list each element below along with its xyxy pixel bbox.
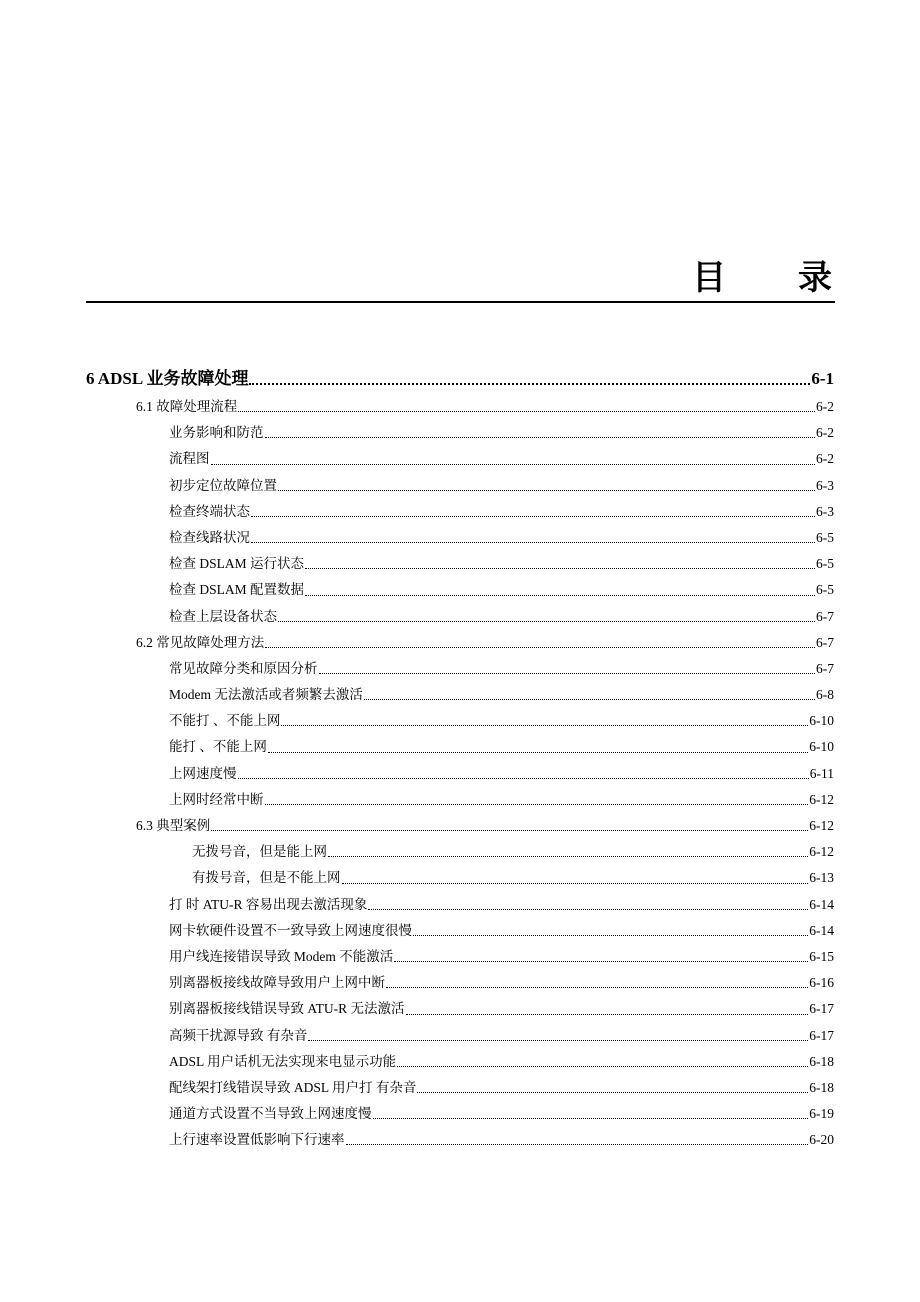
toc-leader-dots [308, 1040, 808, 1041]
toc-page-number: 6-2 [816, 399, 834, 414]
toc-entry[interactable] [86, 364, 834, 394]
toc-leader-dots [394, 961, 808, 962]
toc-page-number: 6-14 [809, 922, 834, 938]
toc-leader-dots [211, 464, 816, 465]
toc-page-number: 6-18 [809, 1053, 834, 1069]
toc-entry[interactable] [86, 630, 834, 656]
toc-page-number: 6-17 [809, 1027, 834, 1043]
toc-entry-title: 无拨号音，但是能上网 [192, 844, 327, 860]
toc-page-number: 6-19 [809, 1106, 834, 1122]
toc-entry[interactable] [86, 656, 834, 682]
toc-entry[interactable] [86, 761, 834, 787]
toc-page-number: 6-20 [809, 1132, 834, 1148]
toc-page-number: 6-12 [809, 844, 834, 860]
toc-entry[interactable] [86, 420, 834, 446]
toc-entry[interactable] [86, 682, 834, 708]
toc-page-number: 6-14 [809, 896, 834, 912]
toc-page-number: 6-1 [811, 369, 834, 388]
toc-leader-dots [251, 542, 815, 543]
toc-entry[interactable] [86, 839, 834, 865]
toc-entry[interactable] [86, 1049, 834, 1075]
toc-page-number: 6-16 [809, 975, 834, 991]
toc-entry-title: 流程图 [169, 451, 210, 467]
toc-page-number: 6-12 [809, 791, 834, 807]
toc-page-number: 6-17 [809, 1001, 834, 1017]
toc-entry[interactable] [86, 970, 834, 996]
toc-entry-title: 打 时 ATU-R 容易出现去激活现象 [169, 896, 368, 912]
toc-entry-title: 别离器板接线错误导致 ATU-R 无法激活 [169, 1001, 405, 1017]
toc-page-number: 6-5 [816, 582, 834, 598]
toc-entry-title: 上行速率设置低影响下行速率 [169, 1132, 345, 1148]
toc-entry[interactable] [86, 892, 834, 918]
toc-entry[interactable] [86, 604, 834, 630]
toc-entry[interactable] [86, 1101, 834, 1127]
toc-entry[interactable] [86, 787, 834, 813]
toc-leader-dots [305, 568, 815, 569]
toc-entry[interactable] [86, 446, 834, 472]
toc-entry[interactable] [86, 394, 834, 420]
toc-page-number: 6-2 [816, 425, 834, 441]
toc-entry-title: 检查 DSLAM 配置数据 [169, 582, 305, 598]
toc-page-number: 6-7 [816, 608, 834, 624]
toc-leader-dots [386, 987, 808, 988]
toc-leader-dots [413, 935, 808, 936]
toc-leader-dots [281, 725, 808, 726]
toc-leader-dots [268, 752, 808, 753]
toc-page-number: 6-10 [809, 713, 834, 729]
toc-entry-title: 检查线路状况 [169, 529, 250, 545]
toc-page-number: 6-15 [809, 948, 834, 964]
toc-entry[interactable] [86, 708, 834, 734]
toc-page-number: 6-10 [809, 739, 834, 755]
toc-page-number: 6-8 [816, 687, 834, 703]
toc-entry-title: 有拨号音，但是不能上网 [192, 870, 341, 886]
toc-leader-dots [328, 856, 808, 857]
toc-page-number: 6-12 [809, 818, 834, 833]
toc-entry[interactable] [86, 1023, 834, 1049]
toc-entry-title: 检查 DSLAM 运行状态 [169, 556, 305, 572]
toc-entry-title: 别离器板接线故障导致用户上网中断 [169, 975, 385, 991]
toc-leader-dots [342, 883, 809, 884]
toc-entry[interactable] [86, 944, 834, 970]
toc-leader-dots [364, 699, 815, 700]
toc-entry-title: 常见故障分类和原因分析 [169, 660, 318, 676]
toc-leader-dots [368, 909, 808, 910]
toc-entry-title: 不能打 、不能上网 [169, 713, 281, 729]
toc-entry-title: 6 ADSL 业务故障处理 [86, 369, 249, 388]
toc-page-number: 6-5 [816, 556, 834, 572]
toc-entry[interactable] [86, 473, 834, 499]
toc-entry[interactable] [86, 577, 834, 603]
toc-page-number: 6-13 [809, 870, 834, 886]
toc-leader-dots [238, 778, 809, 779]
toc-leader-dots [417, 1092, 808, 1093]
toc-entry-title: 检查终端状态 [169, 503, 250, 519]
toc-page-number: 6-3 [816, 503, 834, 519]
toc-entry-title: 通道方式设置不当导致上网速度慢 [169, 1106, 372, 1122]
toc-entry-title: 上网速度慢 [169, 765, 237, 781]
toc-leader-dots [238, 411, 815, 412]
toc-page-number: 6-11 [809, 765, 834, 781]
toc-entry[interactable] [86, 1075, 834, 1101]
toc-leader-dots [319, 673, 816, 674]
toc-entry-title: 业务影响和防范 [169, 425, 264, 441]
toc-entry-title: 网卡软硬件设置不一致导致上网速度很慢 [169, 922, 412, 938]
toc-page-number: 6-7 [816, 634, 834, 650]
toc-page-number: 6-18 [809, 1079, 834, 1095]
toc-page-number: 6-3 [816, 477, 834, 493]
toc-entry[interactable] [86, 918, 834, 944]
toc-entry-title: 高频干扰源导致 有杂音 [169, 1027, 308, 1043]
toc-entry[interactable] [86, 996, 834, 1022]
toc-page-number: 6-7 [816, 660, 834, 676]
toc-leader-dots [397, 1066, 808, 1067]
toc-entry-title: ADSL 用户话机无法实现来电显示功能 [169, 1053, 397, 1069]
toc-entry-title: 6.3 典型案例 [136, 818, 211, 833]
toc-entry-title: 初步定位故障位置 [169, 477, 277, 493]
toc-entry[interactable] [86, 734, 834, 760]
toc-entry-title: Modem 无法激活或者频繁去激活 [169, 687, 363, 703]
toc-entry-title: 6.1 故障处理流程 [136, 399, 238, 414]
toc-leader-dots [251, 516, 815, 517]
toc-leader-dots [278, 490, 815, 491]
toc-entry[interactable] [86, 1127, 834, 1153]
toc-entry[interactable] [86, 525, 834, 551]
toc-entry[interactable] [86, 499, 834, 525]
title-rule [86, 301, 835, 303]
toc-leader-dots [406, 1014, 809, 1015]
toc-entry-title: 6.2 常见故障处理方法 [136, 634, 265, 650]
toc-leader-dots [346, 1144, 809, 1145]
page-title: 目 录 [692, 258, 862, 298]
toc-page-number: 6-2 [816, 451, 834, 467]
toc-entry-title: 配线架打线错误导致 ADSL 用户打 有杂音 [169, 1079, 417, 1095]
table-of-contents [86, 364, 834, 1153]
toc-leader-dots [211, 830, 808, 831]
toc-leader-dots [265, 804, 809, 805]
toc-entry[interactable] [86, 551, 834, 577]
toc-entry-title: 能打 、不能上网 [169, 739, 267, 755]
toc-entry[interactable] [86, 865, 834, 891]
toc-leader-dots [305, 595, 815, 596]
toc-entry-title: 用户线连接错误导致 Modem 不能激活 [169, 948, 394, 964]
toc-leader-dots [265, 647, 815, 648]
toc-leader-dots [373, 1118, 809, 1119]
toc-leader-dots [265, 437, 816, 438]
toc-entry-title: 上网时经常中断 [169, 791, 264, 807]
toc-leader-dots [278, 621, 815, 622]
toc-leader-dots [249, 383, 810, 385]
toc-page-number: 6-5 [816, 529, 834, 545]
toc-entry[interactable] [86, 813, 834, 839]
toc-entry-title: 检查上层设备状态 [169, 608, 277, 624]
